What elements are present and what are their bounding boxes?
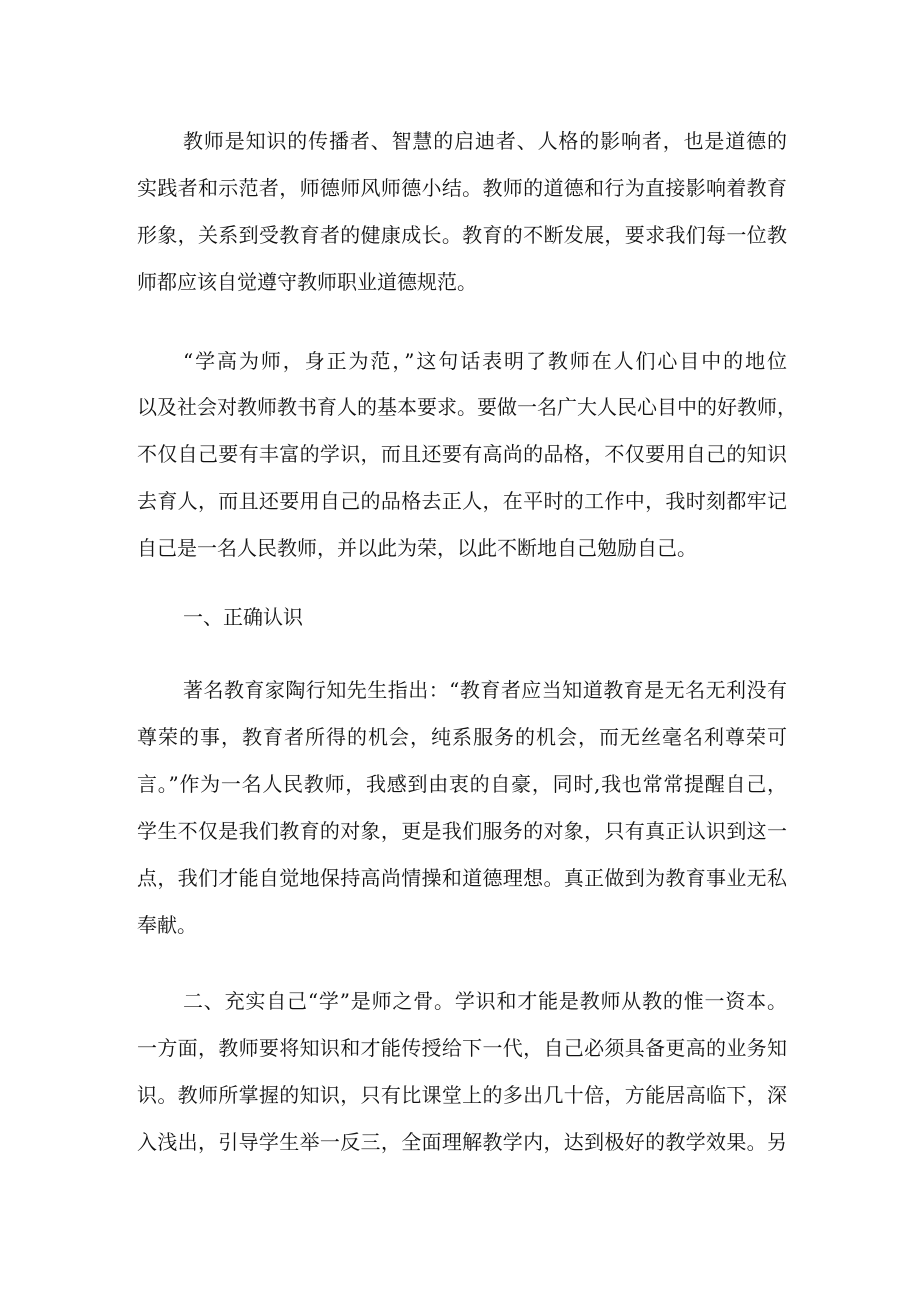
- paragraph-3-line-3: 言。”作为一名人民教师，我感到由衷的自豪，同时,我也常常提醒自己，: [137, 772, 787, 796]
- section-heading-1: 一、正确认识: [183, 605, 303, 629]
- paragraph-3-line-1: 著名教育家陶行知先生指出：“教育者应当知道教育是无名无利没有: [183, 678, 787, 702]
- paragraph-2-line-2: 以及社会对教师教书育人的基本要求。要做一名广大人民心目中的好教师，: [137, 395, 797, 419]
- paragraph-4-line-3: 识。教师所掌握的知识，只有比课堂上的多出几十倍，方能居高临下，深: [137, 1083, 787, 1107]
- paragraph-3-line-2: 尊荣的事，教育者所得的机会，纯系服务的机会，而无丝毫名利尊荣可: [137, 725, 787, 749]
- paragraph-3-line-6: 奉献。: [137, 913, 197, 937]
- paragraph-1-line-3: 形象，关系到受教育者的健康成长。教育的不断发展，要求我们每一位教: [137, 223, 787, 247]
- paragraph-4-line-2: 一方面，教师要将知识和才能传授给下一代，自己必须具备更高的业务知: [137, 1036, 787, 1060]
- paragraph-1-line-4: 师都应该自觉遵守教师职业道德规范。: [137, 270, 477, 294]
- paragraph-1-line-1: 教师是知识的传播者、智慧的启迪者、人格的影响者，也是道德的: [183, 129, 787, 153]
- paragraph-1-line-2: 实践者和示范者，师德师风师德小结。教师的道德和行为直接影响着教育: [137, 176, 787, 200]
- paragraph-4-line-4: 入浅出，引导学生举一反三，全面理解教学内，达到极好的教学效果。另: [137, 1130, 787, 1154]
- paragraph-2-line-1: “学高为师，身正为范，”这句话表明了教师在人们心目中的地位: [183, 349, 787, 373]
- paragraph-3-line-4: 学生不仅是我们教育的对象，更是我们服务的对象，只有真正认识到这一: [137, 819, 787, 843]
- paragraph-4-line-1: 二、充实自己“学”是师之骨。学识和才能是教师从教的惟一资本。: [183, 989, 787, 1013]
- paragraph-2-line-5: 自己是一名人民教师，并以此为荣，以此不断地自己勉励自己。: [137, 536, 697, 560]
- paragraph-3-line-5: 点，我们才能自觉地保持高尚情操和道德理想。真正做到为教育事业无私: [137, 866, 787, 890]
- paragraph-2-line-4: 去育人，而且还要用自己的品格去正人，在平时的工作中，我时刻都牢记: [137, 489, 787, 513]
- paragraph-2-line-3: 不仅自己要有丰富的学识，而且还要有高尚的品格，不仅要用自己的知识: [137, 442, 787, 466]
